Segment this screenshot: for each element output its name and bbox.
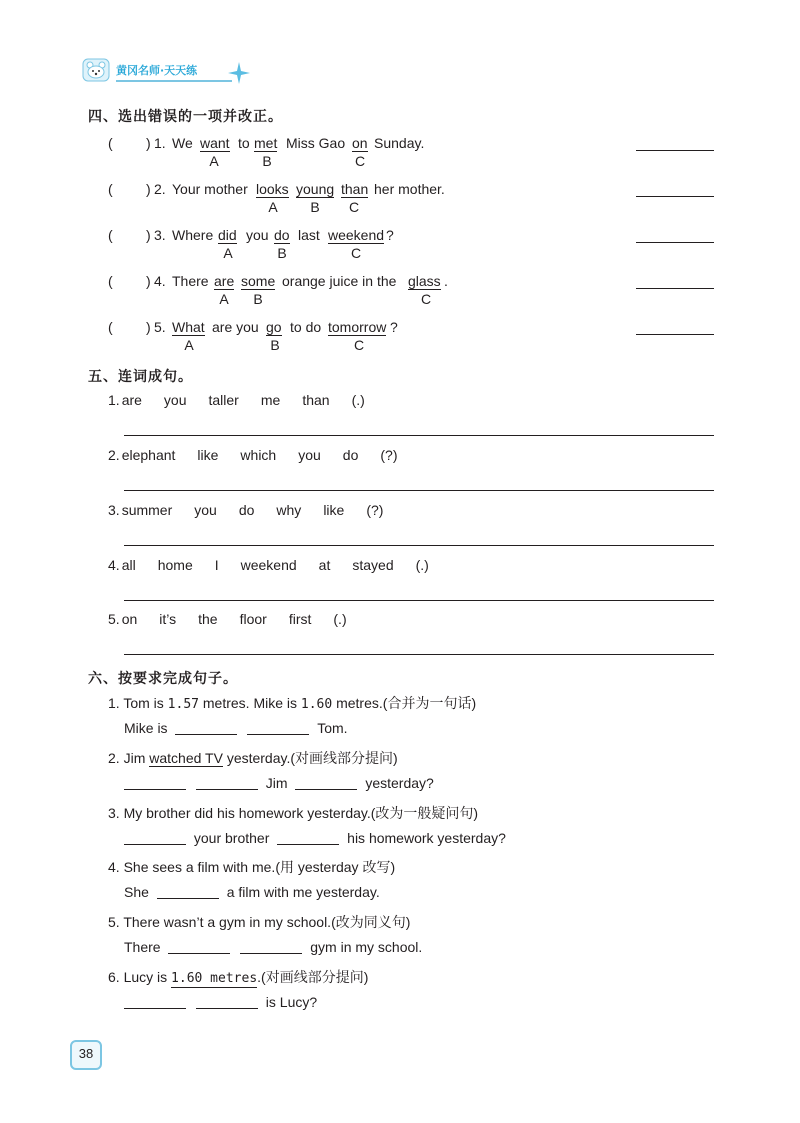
answer-paren-open: ( (108, 273, 113, 289)
s6-q2-answer (124, 775, 434, 791)
logo-text: 黄冈名师·天天练 (116, 64, 198, 77)
word: floor (239, 611, 267, 627)
instruction: (改为一般疑问句) (370, 805, 479, 821)
option-a-word: looks (256, 181, 289, 197)
s5-answer-line-3[interactable] (124, 545, 714, 546)
correction-line[interactable] (636, 196, 714, 197)
correction-line[interactable] (636, 150, 714, 151)
text: She (124, 884, 149, 900)
label-c: C (353, 337, 365, 353)
option-a-word: are (214, 273, 235, 289)
s5-answer-line-1[interactable] (124, 435, 714, 436)
answer-paren-open: ( (108, 319, 113, 335)
text: metres. Mike is (202, 695, 297, 711)
text: . (257, 969, 262, 985)
item-number: 2. (108, 447, 120, 463)
word: like (197, 447, 219, 463)
option-c-word: on (352, 135, 368, 151)
s6-q5-answer (124, 939, 422, 955)
option-c-word: than (341, 181, 369, 197)
correction-line[interactable] (636, 242, 714, 243)
blank[interactable] (124, 994, 186, 1009)
page-number: 38 (78, 1046, 94, 1061)
text: There (172, 273, 209, 289)
word: why (276, 502, 302, 518)
item-number: 4. (154, 273, 166, 289)
answer-paren-close: ) (146, 227, 151, 243)
label-c: C (348, 199, 360, 215)
punctuation: (.) (333, 611, 347, 627)
item-number: 2. (108, 750, 120, 766)
s6-q6 (108, 967, 368, 988)
punctuation: (?) (380, 447, 398, 463)
s5-answer-line-5[interactable] (124, 654, 714, 655)
word: the (198, 611, 218, 627)
text: There wasn’t a gym in my school. (123, 914, 332, 930)
label-c: C (350, 245, 362, 261)
option-b-word: young (296, 181, 335, 197)
text: yesterday. (226, 750, 291, 766)
word: first (288, 611, 312, 627)
text: She sees a film with me. (123, 859, 276, 875)
blank[interactable] (124, 775, 186, 790)
s6-q5 (108, 912, 410, 932)
s4-item-5 (108, 319, 728, 353)
instruction: (合并为一句话) (382, 695, 477, 711)
s6-q6-answer (124, 994, 317, 1010)
punctuation: (?) (366, 502, 384, 518)
text: ? (390, 319, 398, 335)
word: summer (121, 502, 173, 518)
option-b-word: do (274, 227, 290, 243)
item-number: 5. (108, 611, 120, 627)
item-number: 3. (108, 502, 120, 518)
sparkle-icon (228, 62, 250, 84)
s4-item-1 (108, 135, 728, 169)
text: orange juice in the (282, 273, 397, 289)
blank[interactable] (277, 830, 339, 845)
s4-item-2 (108, 181, 728, 215)
word: all (121, 557, 136, 573)
item-number: 5. (154, 319, 166, 335)
word: me (260, 392, 281, 408)
label-a: A (268, 199, 278, 215)
word: I (214, 557, 219, 573)
answer-paren-open: ( (108, 135, 113, 151)
word: you (163, 392, 187, 408)
text: Mike is (124, 720, 168, 736)
option-a-word: want (200, 135, 230, 151)
item-number: 1. (108, 695, 120, 711)
text: . (444, 273, 448, 289)
s5-item-5 (108, 611, 369, 627)
s5-item-3 (108, 502, 405, 518)
text: yesterday? (365, 775, 434, 791)
word: are (121, 392, 142, 408)
item-number: 3. (108, 805, 120, 821)
bear-icon (82, 56, 112, 84)
number: 1.57 (167, 697, 199, 712)
text: last (298, 227, 320, 243)
s5-item-2 (108, 447, 420, 463)
blank[interactable] (196, 775, 258, 790)
word: on (121, 611, 138, 627)
word: it’s (159, 611, 177, 627)
word: at (318, 557, 331, 573)
text: There (124, 939, 161, 955)
blank[interactable] (295, 775, 357, 790)
item-number: 5. (108, 914, 120, 930)
text: We (172, 135, 193, 151)
word: than (302, 392, 330, 408)
blank[interactable] (247, 720, 309, 735)
item-number: 3. (154, 227, 166, 243)
word: home (157, 557, 193, 573)
text: Where (172, 227, 214, 243)
item-number: 1. (108, 392, 120, 408)
text: a film with me yesterday. (226, 884, 380, 900)
instruction: (对画线部分提问) (290, 750, 398, 766)
s6-q1 (108, 693, 476, 713)
label-b: B (262, 153, 272, 169)
s6-q1-answer (124, 720, 348, 736)
text: Jim (123, 750, 146, 766)
text: to do (290, 319, 322, 335)
word: do (342, 447, 359, 463)
punctuation: (.) (351, 392, 365, 408)
text: Tom is (123, 695, 164, 711)
answer-paren-close: ) (146, 273, 151, 289)
s5-item-1 (108, 392, 387, 408)
s4-item-3 (108, 227, 728, 261)
s6-q2 (108, 748, 398, 768)
logo-underline (116, 80, 232, 82)
text: Miss Gao (286, 135, 346, 151)
item-number: 1. (154, 135, 166, 151)
word: stayed (352, 557, 394, 573)
label-b: B (270, 337, 280, 353)
text: gym in my school. (310, 939, 423, 955)
answer-paren-open: ( (108, 227, 113, 243)
instruction: (改为同义句) (331, 914, 411, 930)
item-number: 2. (154, 181, 166, 197)
answer-paren-close: ) (146, 135, 151, 151)
punctuation: (.) (415, 557, 429, 573)
underlined-part: watched TV (149, 750, 223, 766)
s6-q4-answer (124, 884, 380, 900)
option-c-word: weekend (328, 227, 385, 243)
word: elephant (121, 447, 176, 463)
label-c: C (420, 291, 432, 307)
label-a: A (209, 153, 219, 169)
label-a: A (184, 337, 194, 353)
option-b-word: met (254, 135, 278, 151)
item-number: 4. (108, 859, 120, 875)
answer-paren-open: ( (108, 181, 113, 197)
section6-title: 六、按要求完成句子。 (88, 671, 238, 687)
s5-item-4 (108, 557, 451, 573)
instruction: (对画线部分提问) (261, 969, 369, 985)
text: metres. (336, 695, 383, 711)
label-b: B (277, 245, 287, 261)
section5-title: 五、连词成句。 (88, 369, 193, 385)
text: to (238, 135, 250, 151)
s5-answer-line-4[interactable] (124, 600, 714, 601)
option-c-word: tomorrow (328, 319, 387, 335)
correction-line[interactable] (636, 334, 714, 335)
label-a: A (219, 291, 229, 307)
s4-item-4 (108, 273, 728, 307)
word: you (194, 502, 217, 518)
answer-paren-close: ) (146, 181, 151, 197)
s5-answer-line-2[interactable] (124, 490, 714, 491)
option-b-word: some (241, 273, 276, 289)
item-number: 6. (108, 969, 120, 985)
text: Sunday. (374, 135, 425, 151)
blank[interactable] (124, 830, 186, 845)
text: is Lucy? (265, 994, 318, 1010)
s6-q4 (108, 857, 395, 877)
s6-q3-answer (124, 830, 506, 846)
option-c-word: glass (408, 273, 441, 289)
text: Your mother (172, 181, 248, 197)
blank[interactable] (157, 884, 219, 899)
blank[interactable] (175, 720, 237, 735)
text: Tom. (317, 720, 348, 736)
label-b: B (253, 291, 263, 307)
label-a: A (223, 245, 233, 261)
number: 1.60 (300, 697, 333, 712)
word: you (298, 447, 321, 463)
text: your brother (193, 830, 270, 846)
label-b: B (310, 199, 320, 215)
word: weekend (240, 557, 297, 573)
underlined-part: 1.60 metres (171, 971, 258, 986)
text: are you (212, 319, 259, 335)
option-b-word: go (266, 319, 282, 335)
text: you (246, 227, 269, 243)
instruction: (用 yesterday 改写) (275, 859, 396, 875)
s6-q3 (108, 803, 478, 823)
option-a-word: What (172, 319, 205, 335)
option-a-word: did (218, 227, 237, 243)
word: taller (208, 392, 239, 408)
word: which (240, 447, 277, 463)
text: My brother did his homework yesterday. (123, 805, 371, 821)
text: Jim (265, 775, 288, 791)
blank[interactable] (196, 994, 258, 1009)
item-number: 4. (108, 557, 120, 573)
blank[interactable] (168, 939, 230, 954)
label-c: C (354, 153, 366, 169)
word: like (323, 502, 345, 518)
text: Lucy is (123, 969, 168, 985)
text: ? (386, 227, 394, 243)
blank[interactable] (240, 939, 302, 954)
word: do (238, 502, 255, 518)
correction-line[interactable] (636, 288, 714, 289)
text: her mother. (374, 181, 445, 197)
header-logo (82, 56, 252, 86)
answer-paren-close: ) (146, 319, 151, 335)
page-number-box (70, 1040, 102, 1070)
section4-title: 四、选出错误的一项并改正。 (88, 109, 283, 125)
text: his homework yesterday? (347, 830, 506, 846)
